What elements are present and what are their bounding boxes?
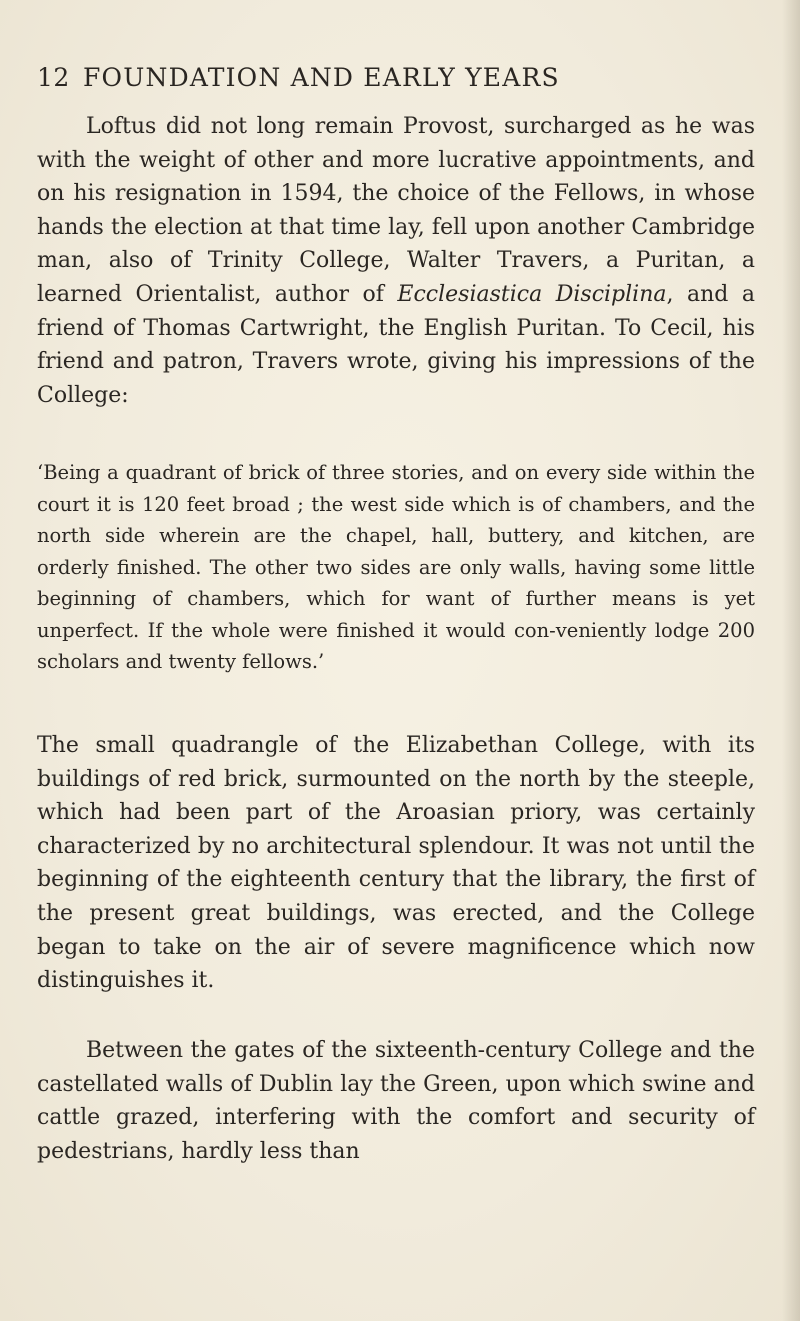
paragraph-quadrangle: The small quadrangle of the Elizabethan College, with its buildings of red brick, surmounted on the north by the steeple, which had been part of the Aroasian priory, was certainly characterized by no architectural splendour. It was not until the beginning of the eighteenth century that the library, the first of the present great buildings, was erected, and the College began to take on the air of severe magnificence which now distinguishes it. — [37, 733, 755, 994]
paragraph-text: Loftus did not long remain Provost, surcharged as he was with the weight of other and more lucrative appointments, and on his resignation in 1594, the choice of the Fellows, in whose hands the election at that time lay, fell upon another Cambridge man, also of Trinity College, Walter Travers, a Puritan, a learned Orientalist, author of — [37, 114, 755, 307]
running-head — [37, 58, 757, 98]
block-quote-travers: ‘Being a quadrant of brick of three stories, and on every side within the court it is 120 feet broad ; the west side which is of chambers, and the north side wherein are the chapel, hall, buttery, and kitchen, are orderly finished. The other two sides are only walls, having some little beginning of chambers, which for want of further means is yet unperfect. If the whole were finished it would con-veniently lodge 200 scholars and twenty fellows.’ — [37, 461, 755, 673]
page-edge-shadow — [782, 0, 800, 1321]
book-title-italic: Ecclesiastica Disciplina — [397, 281, 667, 307]
page-number: 12 — [37, 63, 70, 92]
chapter-title: FOUNDATION AND EARLY YEARS — [83, 63, 560, 92]
paragraph-text: , and a friend of Thomas Cartwright, the English Puritan. To Cecil, his friend and patron, Travers wrote, giving his impressions of the College: — [37, 281, 756, 408]
paragraph-green: Between the gates of the sixteenth-century College and the castellated walls of Dublin lay the Green, upon which swine and cattle grazed, interfering with the comfort and security of pedestrians, hardly less than — [37, 1038, 755, 1164]
paragraph-loftus — [37, 110, 755, 412]
